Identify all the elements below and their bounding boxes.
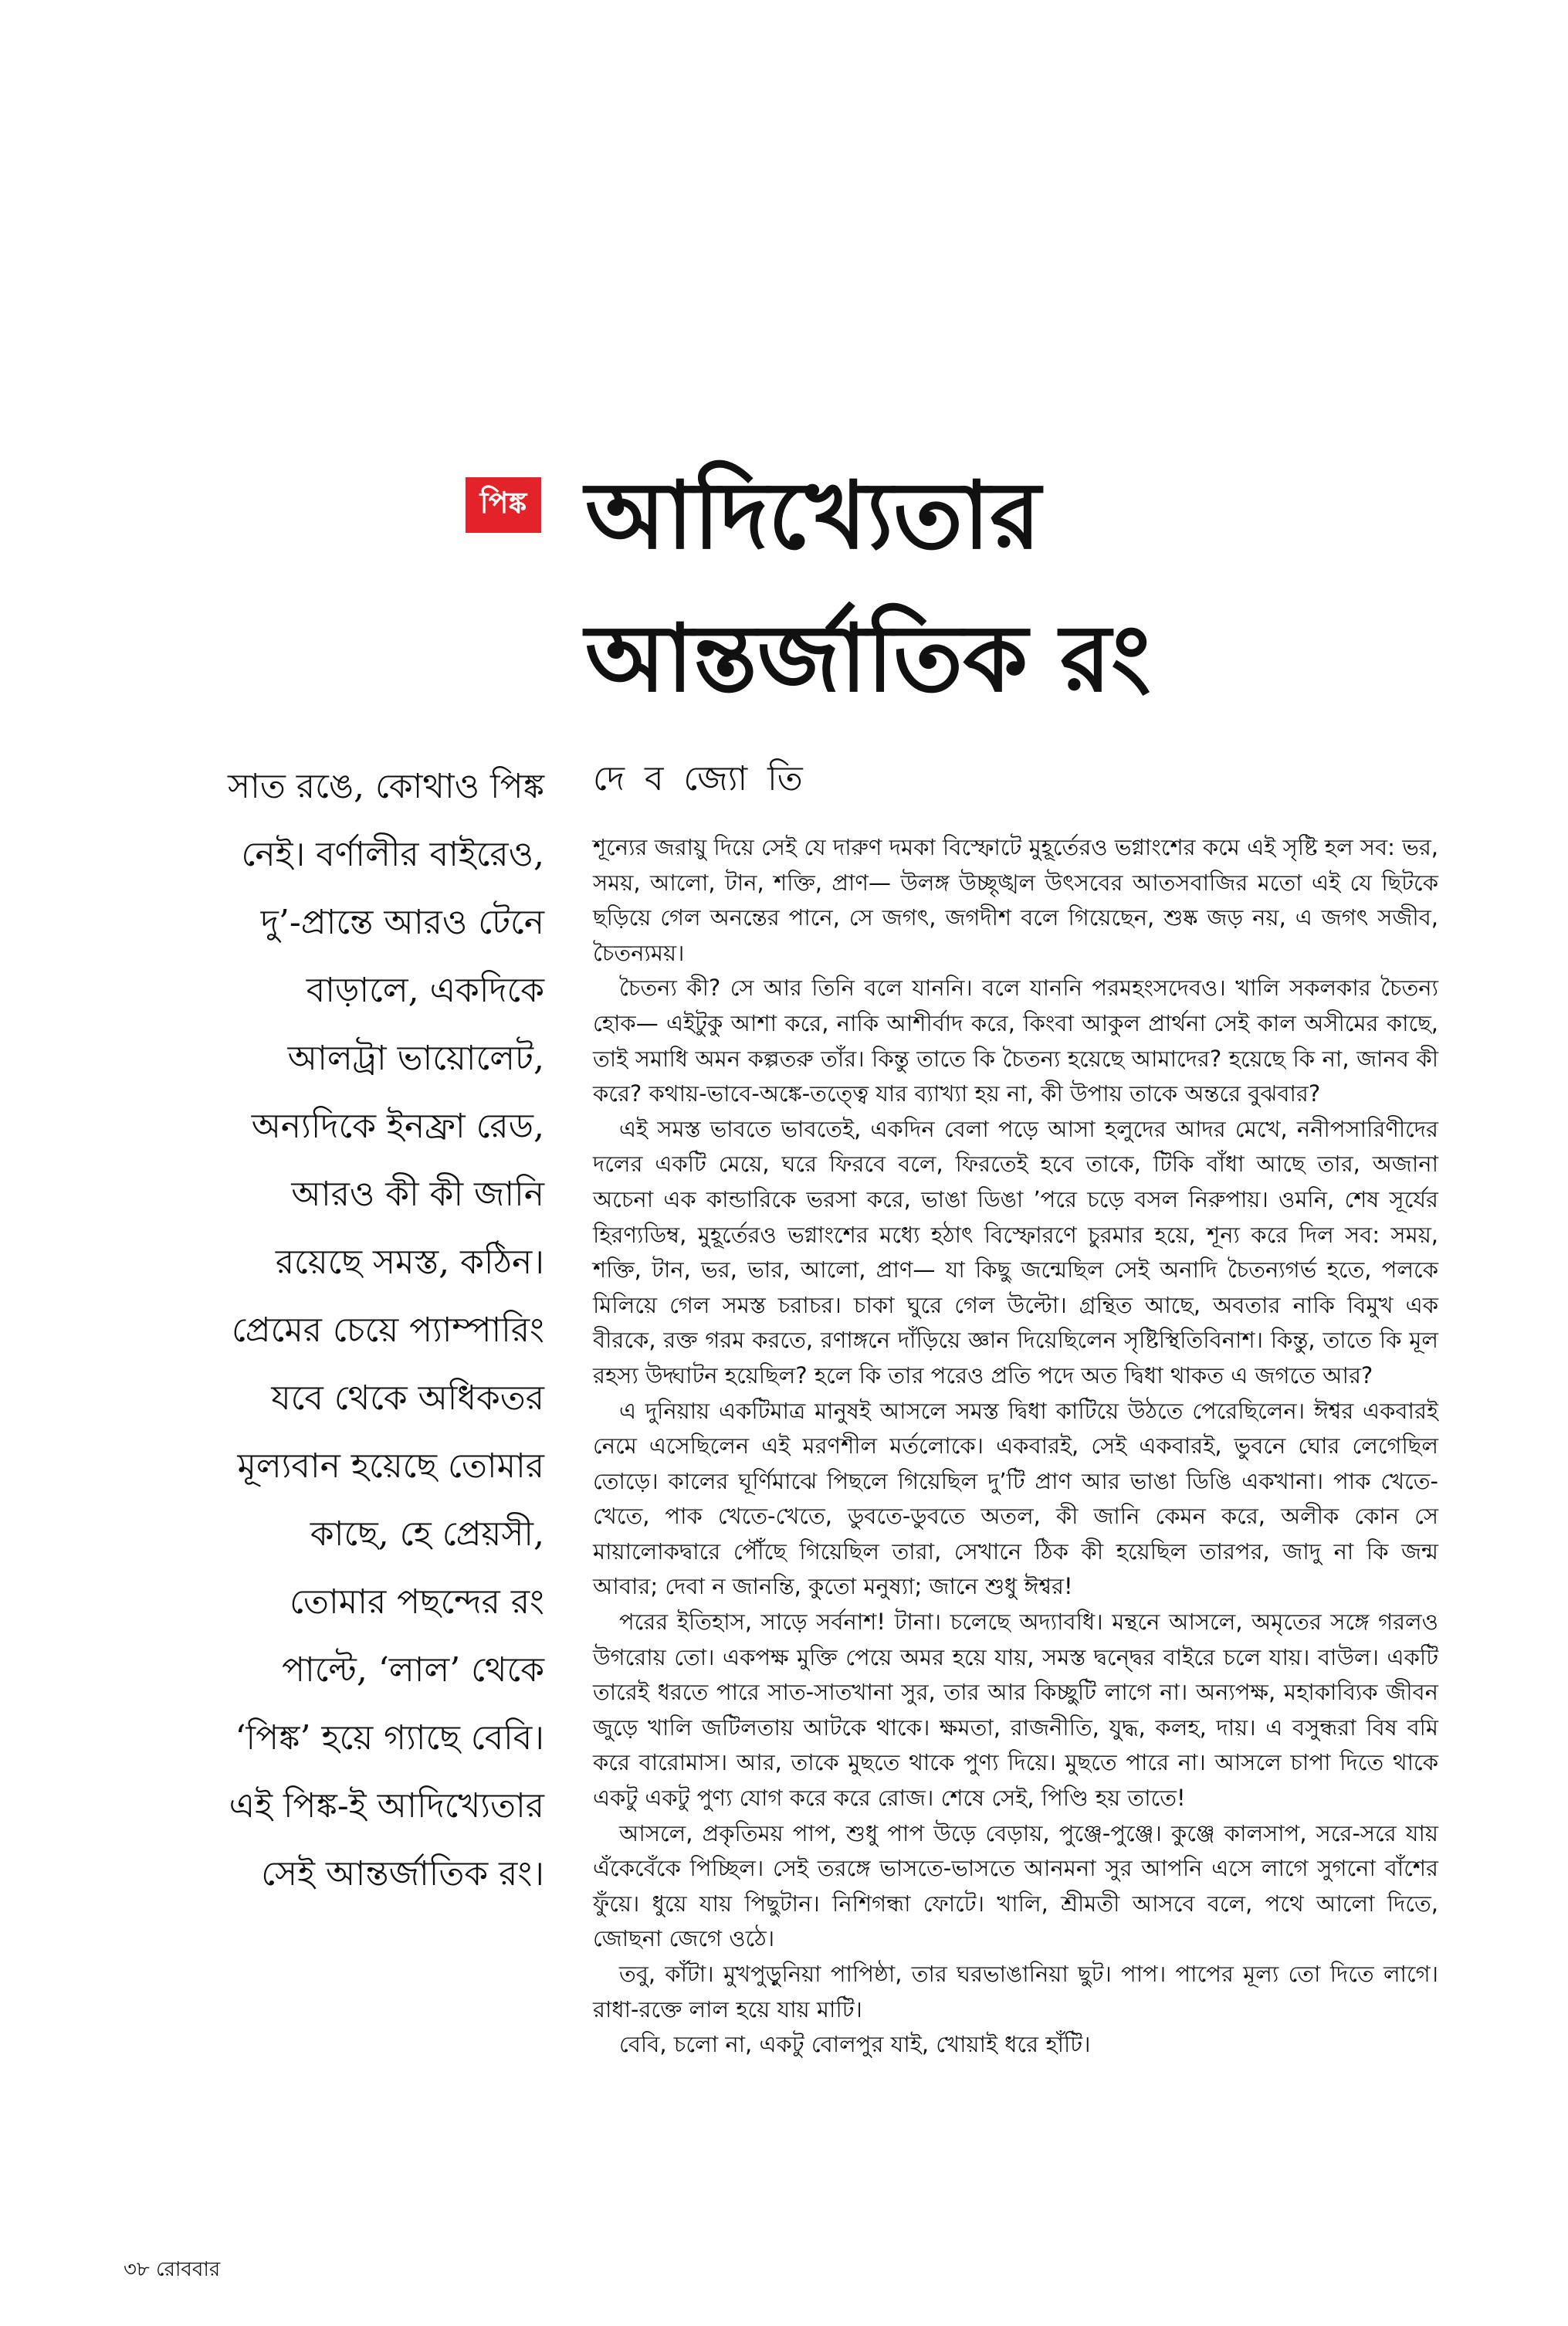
article-paragraph: এই সমস্ত ভাবতে ভাবতেই, একদিন বেলা পড়ে আসা হলুদের আদর মেখে, ননীপসারিণীদের দলের একটি মেয়ে, ঘরে ফিরবে বলে, ফিরতেই হবে তাকে, টিকি বাঁধা আছে তার, অজানা অচেনা এক কান্ডারিকে ভরসা করে, ভাঙা ডিঙা ’পরে চড়ে বসল নিরুপায়। ওমনি, শেষ সূর্যের হিরণ্যডিম্ব, মুহূর্তেরও ভগ্নাংশের মধ্যে হঠাৎ বিস্ফোরণে চুরমার হয়ে, শূন্য করে দিল সব: সময়, শক্তি, টান, ভর, ভার, আলো, প্রাণ— যা কিছু জন্মেছিল সেই অনাদি চৈতন্যগর্ভ হতে, পলকে মিলিয়ে গেল সমস্ত চরাচর। চাকা ঘুরে গেল উল্টো। গ্রন্থিত আছে, অবতার নাকি বিমুখ এক বীরকে, রক্ত গরম করতে, রণাঙ্গনে দাঁড়িয়ে জ্ঞান দিয়েছিলেন সৃষ্টিস্থিতিবিনাশ। কিন্তু, তাতে কি মূল রহস্য উদ্ঘাটন হয়েছিল? হলে কি তার পরেও প্রতি পদে অত দ্বিধা থাকত এ জগতে আর? [593,1115,1438,1388]
pull-quote-line: প্রেমের চেয়ে প্যাম্পারিং [231,1310,544,1350]
article-body [593,830,1438,2063]
pull-quote-line: এই পিঙ্ক-ই আদিখ্যেতার [229,1786,544,1826]
pull-quote-line: সেই আন্তর্জাতিক রং। [261,1854,544,1894]
pull-quote-line: আলট্রা ভায়োলেট, [287,1039,544,1078]
pull-quote-line: মূল্যবান হয়েছে তোমার [237,1446,544,1486]
pull-quote-line: যবে থেকে অধিকতর [271,1378,544,1418]
pull-quote-line: পাল্টে, ‘লাল’ থেকে [282,1650,544,1690]
pull-quote-line: সাত রঙে, কোথাও পিঙ্ক [228,767,544,806]
headline-line-2: আন্তর্জাতিক রং [585,604,1151,713]
article-paragraph: এ দুনিয়ায় একটিমাত্র মানুষই আসলে সমস্ত দ্বিধা কাটিয়ে উঠতে পেরেছিলেন। ঈশ্বর একবারই নেমে এসেছিলেন এই মরণশীল মর্তলোকে। একবারই, সেই একবারই, ভুবনে ঘোর লেগেছিল তোড়ে। কালের ঘূর্ণিমাঝে পিছলে গিয়েছিল দু’টি প্রাণ আর ভাঙা ডিঙি একখানা। পাক খেতে-খেতে, পাক খেতে-খেতে, ডুবতে-ডুবতে অতল, কী জানি কেমন করে, অলীক কোন সে মায়ালোকদ্বারে পৌঁছে গিয়েছিল তারা, সেখানে ঠিক কী হয়েছিল তারপর, জাদু না কি জন্ম আবার; দেবা ন জানন্তি, কুতো মনুষ্যা; জানে শুধু ঈশ্বর! [593,1397,1438,1600]
article-paragraph: পরের ইতিহাস, সাড়ে সর্বনাশ! টানা। চলেছে অদ্যাবধি। মন্থনে আসলে, অমৃতের সঙ্গে গরলও উগরোয় তো। একপক্ষ মুক্তি পেয়ে অমর হয়ে যায়, সমস্ত দ্বন্দ্বের বাইরে চলে যায়। বাউল। একটি তারেই ধরতে পারে সাত-সাতখানা সুর, তার আর কিচ্ছুটি লাগে না। অন্যপক্ষ, মহাকাব্যিক জীবন জুড়ে খালি জটিলতায় আটকে থাকে। ক্ষমতা, রাজনীতি, যুদ্ধ, কলহ, দায়। এ বসুন্ধরা বিষ বমি করে বারোমাস। আর, তাকে মুছতে থাকে পুণ্য দিয়ে। মুছতে পারে না। আসলে চাপা দিতে থাকে একটু একটু পুণ্য যোগ করে করে রোজ। শেষে সেই, পিণ্ডি হয় তাতে! [593,1609,1438,1812]
article-paragraph: বেবি, চলো না, একটু বোলপুর যাই, খোয়াই ধরে হাঁটি। [619,2031,1091,2058]
byline: দে ব জ্যো তি [593,759,808,799]
article-paragraph: তবু, কাঁটা। মুখপুড়ুনিয়া পাপিষ্ঠা, তার ঘরভাঙানিয়া ছুট। পাপ। পাপের মূল্য তো দিতে লাগে। রাধা-রক্তে লাল হয়ে যায় মাটি। [593,1961,1438,2023]
section-tag: পিঙ্ক [466,477,541,533]
pull-quote-line: তোমার পছন্দের রং [290,1582,544,1622]
article-paragraph: আসলে, প্রকৃতিময় পাপ, শুধু পাপ উড়ে বেড়ায়, পুঞ্জে-পুঞ্জে। কুঞ্জে কালসাপ, সরে-সরে যায় এঁকেবেঁকে পিচ্ছিল। সেই তরঙ্গে ভাসতে-ভাসতে আনমনা সুর আপনি এসে লাগে সুগনো বাঁশের ফুঁয়ে। ধুয়ে যায় পিছুটান। নিশিগন্ধা ফোটে। খালি, শ্রীমতী আসবে বলে, পথে আলো দিতে, জোছনা জেগে ওঠে। [593,1819,1438,1952]
pull-quote-line: নেই। বর্ণালীর বাইরেও, [241,835,544,874]
pull-quote-line: রয়েছে সমস্ত, কঠিন। [275,1243,544,1282]
page-footer: ৩৮ রোববার [124,2258,221,2281]
pull-quote-line: ‘পিঙ্ক’ হয়ে গ্যাছে বেবি। [235,1718,544,1758]
pull-quote-line: আরও কী কী জানি [291,1175,544,1214]
headline-line-1: আদিখ্যেতার [585,461,1041,570]
pull-quote-line: অন্যদিকে ইনফ্রা রেড, [251,1107,544,1146]
headline [585,444,1357,730]
pull-quote-line: দু’-প্রান্তে আরও টেনে [260,903,544,942]
pull-quote-line: বাড়ালে, একদিকে [306,971,544,1010]
pull-quote [112,753,544,1908]
pull-quote-line: কাছে, হে প্রেয়সী, [310,1514,544,1554]
article-paragraph: চৈতন্য কী? সে আর তিনি বলে যাননি। বলে যাননি পরমহংসদেবও। খালি সকলকার চৈতন্য হোক— এইটুকু আশা করে, নাকি আশীর্বাদ করে, কিংবা আকুল প্রার্থনা সেই কাল অসীমের কাছে, তাই সমাধি অমন কল্পতরু তাঁর। কিন্তু তাতে কি চৈতন্য হয়েছে আমাদের? হয়েছে কি না, জানব কী করে? কথায়-ভাবে-অঙ্কে-তত্ত্বে যার ব্যাখ্যা হয় না, কী উপায় তাকে অন্তরে বুঝবার? [593,975,1438,1107]
article-paragraph: শূন্যের জরায়ু দিয়ে সেই যে দারুণ দমকা বিস্ফোটে মুহূর্তেরও ভগ্নাংশের কমে এই সৃষ্টি হল সব: ভর, সময়, আলো, টান, শক্তি, প্রাণ— উলঙ্গ উচ্ছৃঙ্খল উৎসবের আতসবাজির মতো এই যে ছিটকে ছড়িয়ে গেল অনন্তের পানে, সে জগৎ, জগদীশ বলে গিয়েছেন, শুষ্ক জড় নয়, এ জগৎ সজীব, চৈতন্যময়। [593,834,1438,966]
